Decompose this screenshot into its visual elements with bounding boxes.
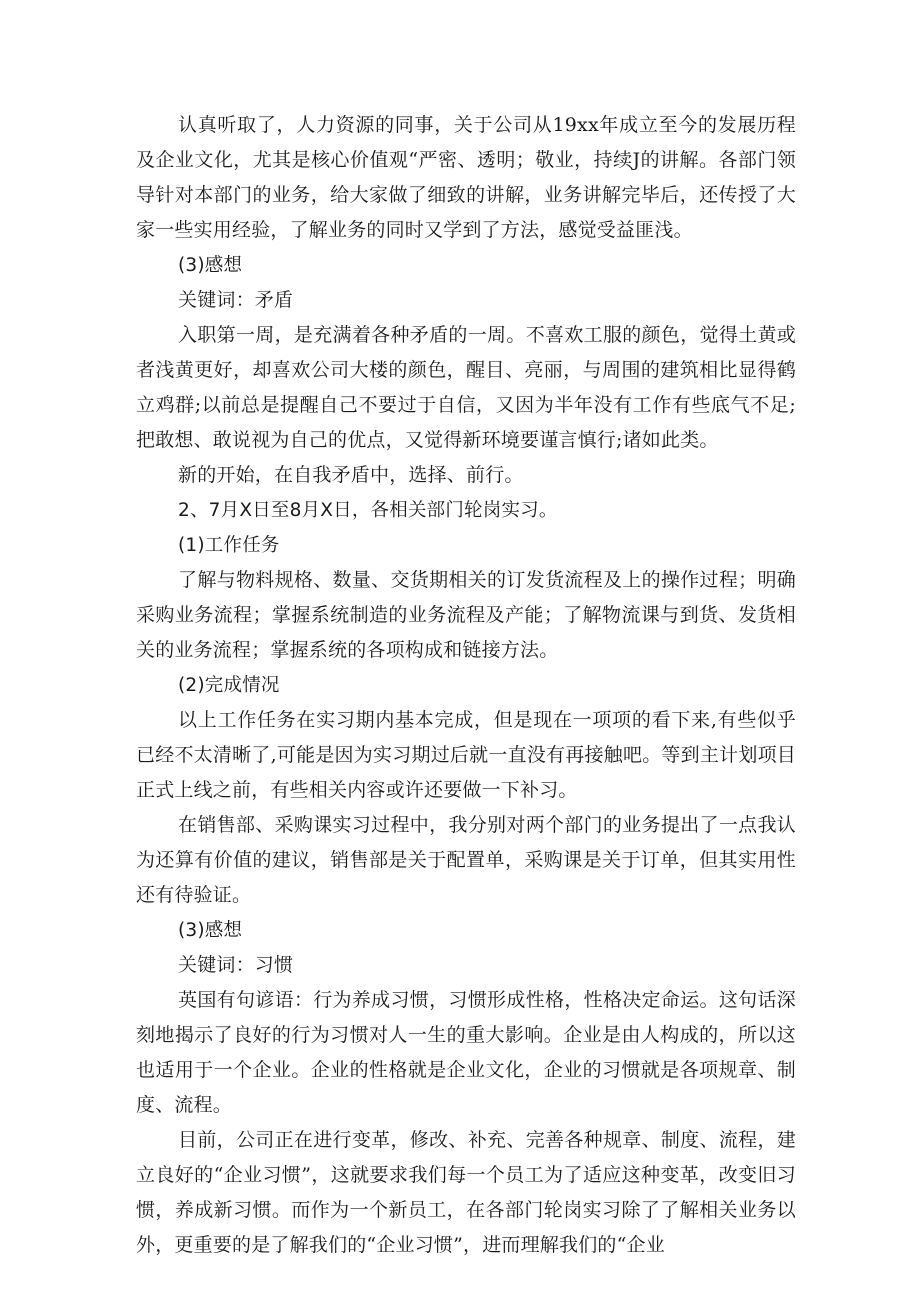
- paragraph-completion: 以上工作任务在实习期内基本完成，但是现在一项项的看下来,有些似乎已经不太清晰了,可能是因为实习期过后就一直没有再接触吧。等到主计划项目正式上线之前，有些相关内容或许还要做一下补习。: [136, 709, 796, 801]
- heading-reflections-2: (3)感想: [178, 920, 243, 941]
- heading-completion: (2)完成情况: [178, 675, 280, 696]
- heading-tasks: (1)工作任务: [178, 535, 280, 556]
- paragraph-proverb: 英国有句谚语：行为养成习惯，习惯形成性格，性格决定命运。这句话深刻地揭示了良好的行为习惯对人一生的重大影响。企业是由人构成的，所以这也适用于一个企业。企业的性格就是企业文化，企业的习惯就是各项规章、制度、流程。: [136, 989, 796, 1116]
- heading-rotation: 2、7月X日至8月X日，各相关部门轮岗实习。: [178, 500, 558, 521]
- paragraph-reform: 目前，公司正在进行变革，修改、补充、完善各种规章、制度、流程，建立良好的“企业习惯”，这就要求我们每一个员工为了适应这种变革，改变旧习惯，养成新习惯。而作为一个新员工，在各部门轮岗实习除了了解相关业务以外，更重要的是了解我们的“企业习惯”，进而理解我们的“企业: [136, 1129, 796, 1256]
- paragraph-tasks: 了解与物料规格、数量、交货期相关的订发货流程及上的操作过程；明确采购业务流程；掌握系统制造的业务流程及产能；了解物流课与到货、发货相关的业务流程；掌握系统的各项构成和链接方法。: [136, 569, 796, 661]
- paragraph-suggestions: 在销售部、采购课实习过程中，我分别对两个部门的业务提出了一点我认为还算有价值的建议，销售部是关于配置单，采购课是关于订单，但其实用性还有待验证。: [136, 814, 796, 906]
- paragraph-new-start: 新的开始，在自我矛盾中，选择、前行。: [178, 464, 524, 486]
- keyword-contradiction: 关键词：矛盾: [178, 289, 294, 311]
- document-page: [136, 108, 796, 1263]
- paragraph-company-history: 认真听取了，人力资源的同事，关于公司从19xx年成立至今的发展历程及企业文化，尤其是核心价值观“严密、透明；敬业，持续J的讲解。各部门领导针对本部门的业务，给大家做了细致的讲解，业务讲解完毕后，还传授了大家一些实用经验，了解业务的同时又学到了方法，感觉受益匪浅。: [136, 114, 796, 241]
- paragraph-first-week: 入职第一周，是充满着各种矛盾的一周。不喜欢工服的颜色，觉得土黄或者浅黄更好，却喜欢公司大楼的颜色，醒目、亮丽，与周围的建筑相比显得鹤立鸡群;以前总是提醒自己不要过于自信，又因为半年没有工作有些底气不足;把敢想、敢说视为自己的优点，又觉得新环境要谨言慎行;诸如此类。: [136, 324, 796, 451]
- keyword-habit: 关键词：习惯: [178, 954, 294, 976]
- heading-reflections-1: (3)感想: [178, 255, 243, 276]
